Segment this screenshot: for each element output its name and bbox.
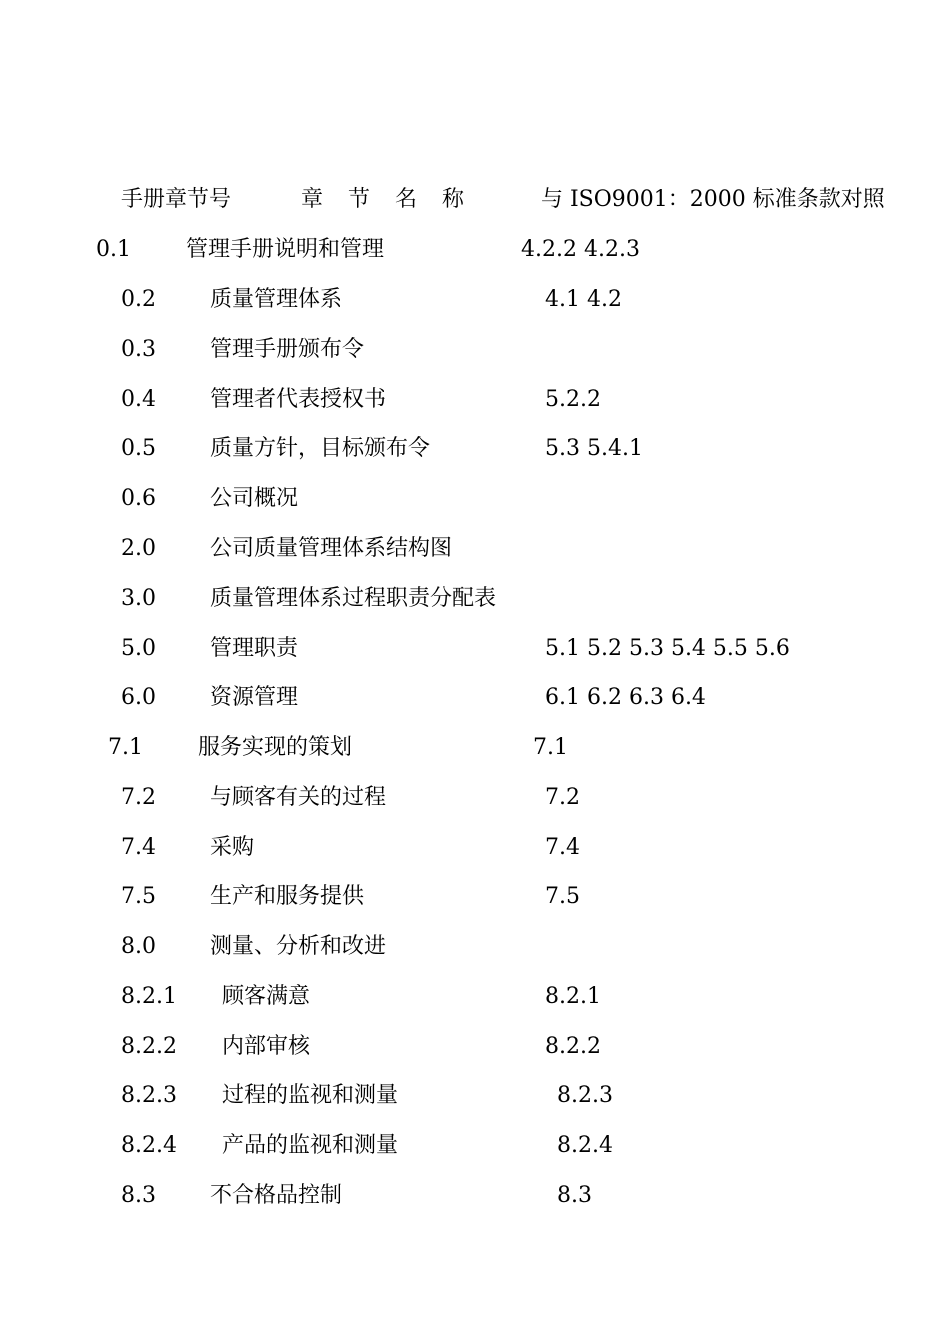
row-iso: 7.5: [545, 884, 580, 909]
header-section-name: 章 节 名 称: [301, 187, 473, 212]
header-iso-reference: 与 ISO9001：2000 标准条款对照: [541, 187, 885, 212]
row-name: 管理者代表授权书: [210, 387, 387, 412]
row-name: 不合格品控制: [210, 1183, 343, 1208]
row-number: 8.2.3: [121, 1083, 177, 1108]
row-iso: 8.2.3: [557, 1083, 613, 1108]
row-iso: 7.1: [533, 735, 568, 760]
row-iso: 8.2.2: [545, 1034, 601, 1059]
row-number: 7.1: [108, 735, 143, 760]
row-name: 服务实现的策划: [198, 735, 353, 760]
row-name: 公司质量管理体系结构图: [210, 536, 453, 561]
row-iso: 7.2: [545, 785, 580, 810]
row-iso: 5.3 5.4.1: [545, 436, 643, 461]
row-number: 0.2: [121, 287, 156, 312]
row-iso: 8.2.1: [545, 984, 601, 1009]
row-name: 管理手册颁布令: [210, 337, 365, 362]
row-name: 生产和服务提供: [210, 884, 365, 909]
row-name: 采购: [210, 835, 255, 860]
row-number: 5.0: [121, 636, 156, 661]
row-name: 公司概况: [210, 486, 299, 511]
row-iso: 8.2.4: [557, 1133, 613, 1158]
row-number: 8.2.2: [121, 1034, 177, 1059]
row-number: 7.4: [121, 835, 156, 860]
row-name: 与顾客有关的过程: [210, 785, 387, 810]
row-number: 8.0: [121, 934, 156, 959]
row-name: 质量管理体系: [210, 287, 343, 312]
row-number: 0.1: [96, 237, 131, 262]
row-iso: 7.4: [545, 835, 580, 860]
row-number: 0.6: [121, 486, 156, 511]
row-number: 0.5: [121, 436, 156, 461]
row-iso: 6.1 6.2 6.3 6.4: [545, 685, 706, 710]
row-number: 7.2: [121, 785, 156, 810]
row-iso: 5.2.2: [545, 387, 601, 412]
row-name: 产品的监视和测量: [222, 1133, 399, 1158]
row-name: 内部审核: [222, 1034, 311, 1059]
row-iso: 5.1 5.2 5.3 5.4 5.5 5.6: [545, 636, 790, 661]
row-number: 3.0: [121, 586, 156, 611]
row-number: 2.0: [121, 536, 156, 561]
row-name: 过程的监视和测量: [222, 1083, 399, 1108]
row-name: 资源管理: [210, 685, 299, 710]
row-number: 6.0: [121, 685, 156, 710]
row-name: 管理职责: [210, 636, 299, 661]
row-iso: 8.3: [557, 1183, 592, 1208]
row-name: 顾客满意: [222, 984, 311, 1009]
row-number: 8.2.1: [121, 984, 177, 1009]
row-number: 7.5: [121, 884, 156, 909]
row-number: 8.3: [121, 1183, 156, 1208]
row-name: 管理手册说明和管理: [186, 237, 385, 262]
row-name: 测量、分析和改进: [210, 934, 387, 959]
row-name: 质量方针，目标颁布令: [210, 436, 431, 461]
row-iso: 4.2.2 4.2.3: [521, 237, 640, 262]
row-number: 0.4: [121, 387, 156, 412]
row-number: 8.2.4: [121, 1133, 177, 1158]
header-section-number: 手册章节号: [121, 187, 232, 212]
row-iso: 4.1 4.2: [545, 287, 622, 312]
row-number: 0.3: [121, 337, 156, 362]
row-name: 质量管理体系过程职责分配表: [210, 586, 497, 611]
